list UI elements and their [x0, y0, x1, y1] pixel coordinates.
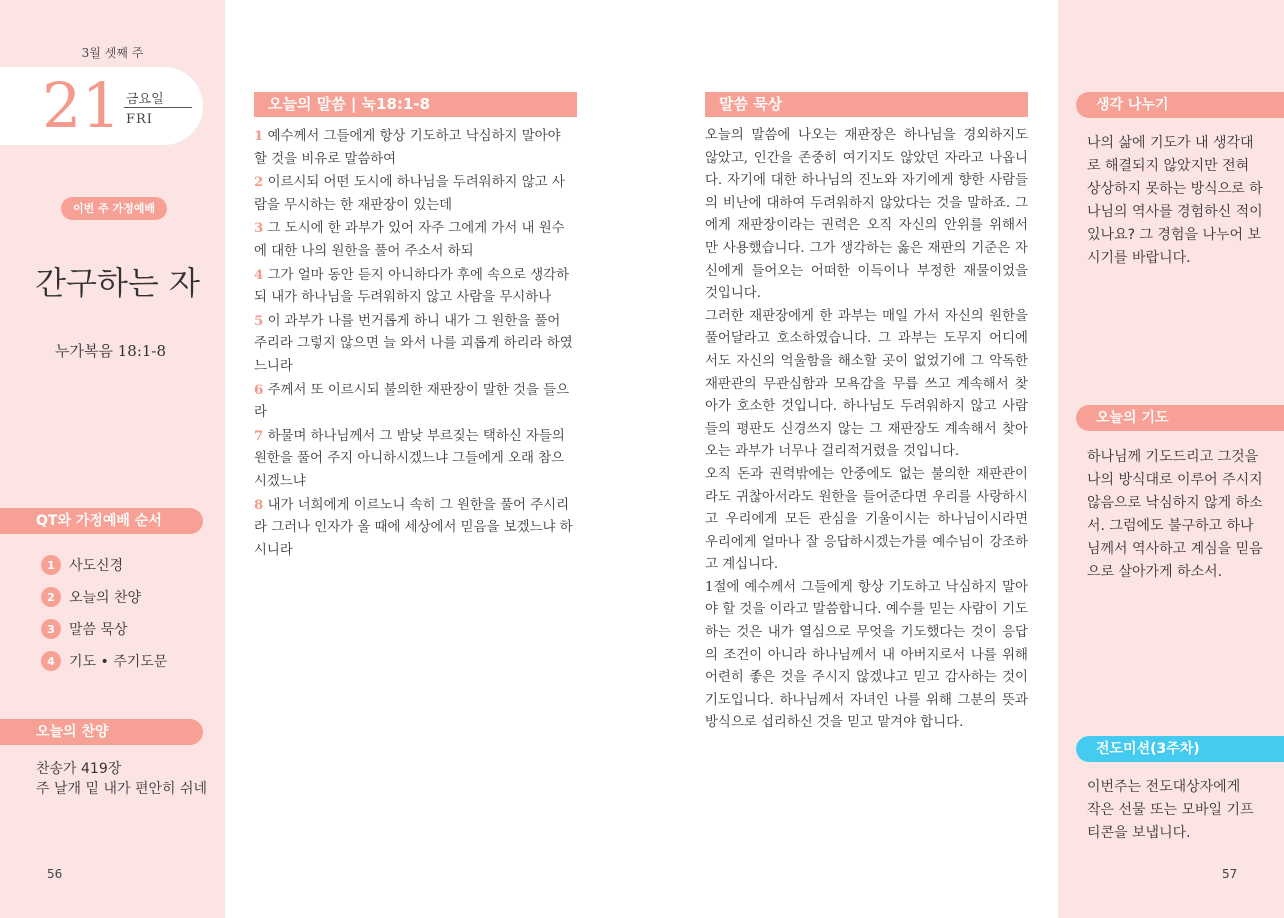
verse [254, 171, 577, 217]
order-item-label: 기도 • 주기도문 [69, 654, 168, 670]
share-heading: 생각 나누기 [1076, 92, 1284, 118]
prayer-text: 하나님께 기도드리고 그것을 나의 방식대로 이루어 주시지 않음으로 낙심하지 않게 하소서. 그럼에도 불구하고 하나님께서 역사하고 계심을 믿음으로 살아가게 하소서. [1087, 449, 1263, 580]
hymn-title: 주 날개 밑 내가 편안히 쉬네 [36, 781, 208, 797]
week-label: 3월 셋째 주 [81, 46, 144, 60]
weekday-korean: 금요일 [126, 92, 164, 107]
prayer-heading: 오늘의 기도 [1076, 405, 1284, 431]
verse [254, 264, 577, 310]
hymn-number: 찬송가 419장 [36, 761, 122, 777]
weekday-divider [124, 107, 192, 108]
verse-text: 내가 너희에게 이르노니 속히 그 원한을 풀어 주시리라 그러나 인자가 올 때에 세상에서 믿음을 보겠느냐 하시니라 [254, 497, 573, 558]
verse [254, 379, 577, 425]
scripture-text [254, 125, 577, 562]
family-worship-badge: 이번 주 가정예배 [61, 197, 167, 220]
order-heading: QT와 가정예배 순서 [0, 508, 203, 534]
verse-number: 2 [254, 174, 264, 191]
step-number-badge: 3 [41, 619, 61, 639]
verse [254, 425, 577, 494]
scripture-reference: 누가복음 18:1-8 [55, 342, 167, 360]
meditation-heading: 말씀 묵상 [705, 92, 1028, 117]
day-number: 21 [42, 69, 121, 142]
meditation-paragraph: 오늘의 말씀에 나오는 재판장은 하나님을 경외하지도 않았고, 인간을 존중히 여기지도 않았던 자라고 나옵니다. 자기에 대한 하나님의 진노와 자기에게 향한 사람들의 비난에 대하여 두려워하지 않았다는 것을 말하죠. 그에게 재판장이라는 권력은 오직 자신의 안위를 위해서만 사용했습니다. 그가 생각하는 옳은 재판의 기준은 자신에게 들어오는 어떠한 이득이나 부정한 재물이었을 것입니다. [705, 128, 1028, 302]
verse-text: 하물며 하나님께서 그 밤낮 부르짖는 택하신 자들의 원한을 풀어 주지 아니하시겠느냐 그들에게 오래 참으시겠느냐 [254, 428, 565, 489]
verse-text: 예수께서 그들에게 항상 기도하고 낙심하지 말아야 할 것을 비유로 말씀하여 [254, 129, 561, 167]
verse [254, 125, 577, 171]
share-text: 나의 삶에 기도가 내 생각대로 해결되지 않았지만 전혀 상상하지 못하는 방식으로 하나님의 역사를 경험하신 적이 있나요? 그 경험을 나누어 보시기를 바랍니다. [1087, 135, 1263, 266]
order-item-label: 사도신경 [69, 558, 124, 574]
page-title: 간구하는 자 [35, 264, 200, 302]
order-item-label: 오늘의 찬양 [69, 590, 142, 606]
meditation-text [705, 125, 1028, 735]
order-item-label: 말씀 묵상 [69, 622, 128, 638]
hymn-heading: 오늘의 찬양 [0, 719, 203, 745]
order-item [41, 554, 123, 576]
meditation-paragraph: 1절에 예수께서 그들에게 항상 기도하고 낙심하지 말아야 할 것을 이라고 말씀합니다. 예수를 믿는 사람이 기도하는 것은 내가 열심으로 무엇을 기도했다는 것이 응답의 조건이 아니라 하나님께서 내 아버지로서 나를 위해 어련히 좋은 것을 주시지 않겠냐고 믿고 감사하는 것이 기도입니다. 하나님께서 자녀인 나를 위해 그분의 뜻과 방식으로 섭리하신 것을 믿고 맡겨야 합니다. [705, 579, 1028, 731]
verse-text: 그 도시에 한 과부가 있어 자주 그에게 가서 내 원수에 대한 나의 원한을 풀어 주소서 하되 [254, 221, 565, 259]
mission-heading: 전도미션(3주차) [1076, 736, 1284, 762]
verse-number: 5 [254, 312, 264, 329]
verse-text: 그가 얼마 동안 듣지 아니하다가 후에 속으로 생각하되 내가 하나님을 두려워하지 않고 사람을 무시하나 [254, 267, 570, 306]
verse [254, 310, 577, 379]
order-item [41, 618, 128, 640]
verse-number: 1 [254, 128, 264, 144]
page-number-right: 57 [1222, 867, 1238, 881]
step-number-badge: 4 [41, 651, 61, 671]
verse-number: 8 [254, 496, 264, 513]
scripture-heading: 오늘의 말씀 | 눅18:1-8 [254, 92, 577, 117]
meditation-paragraph: 그러한 재판장에게 한 과부는 매일 가서 자신의 원한을 풀어달라고 호소하였습니다. 그 과부는 도무지 어디에서도 자신의 억울함을 해소할 곳이 없었기에 그 악독한 재판관의 무관심함과 모욕감을 무릅 쓰고 계속해서 찾아가 호소한 것입니다. 하나님도 두려워하지 않고 사람들의 평판도 신경쓰지 않는 그 재판장도 계속해서 찾아오는 과부가 너무나 걸리적거렸을 것입니다. [705, 308, 1028, 460]
order-item [41, 650, 167, 672]
verse [254, 217, 577, 263]
verse [254, 494, 577, 563]
page-number-left: 56 [47, 867, 63, 881]
step-number-badge: 2 [41, 587, 61, 607]
verse-number: 7 [254, 427, 264, 444]
meditation-paragraph: 오직 돈과 권력밖에는 안중에도 없는 불의한 재판관이라도 귀찮아서라도 원한을 들어준다면 우리를 사랑하시고 우리에게 모든 관심을 기울이시는 하나님이시라면 우리에게 얼마나 잘 응답하시겠는가를 예수님이 강조하고 계십니다. [705, 466, 1028, 573]
verse-number: 6 [254, 381, 264, 398]
verse-number: 3 [254, 220, 264, 237]
weekday-english: FRI [126, 112, 153, 127]
mission-text: 이번주는 전도대상자에게 작은 선물 또는 모바일 기프티콘을 보냅니다. [1087, 779, 1254, 841]
verse-text: 주께서 또 이르시되 불의한 재판장이 말한 것을 들으라 [254, 382, 570, 421]
verse-text: 이 과부가 나를 번거롭게 하니 내가 그 원한을 풀어 주리라 그렇지 않으면 늘 와서 나를 괴롭게 하리라 하였느니라 [254, 313, 573, 374]
order-item [41, 586, 141, 608]
verse-number: 4 [254, 266, 264, 283]
step-number-badge: 1 [41, 555, 61, 575]
verse-text: 이르시되 어떤 도시에 하나님을 두려워하지 않고 사람을 무시하는 한 재판장이 있는데 [254, 175, 565, 213]
